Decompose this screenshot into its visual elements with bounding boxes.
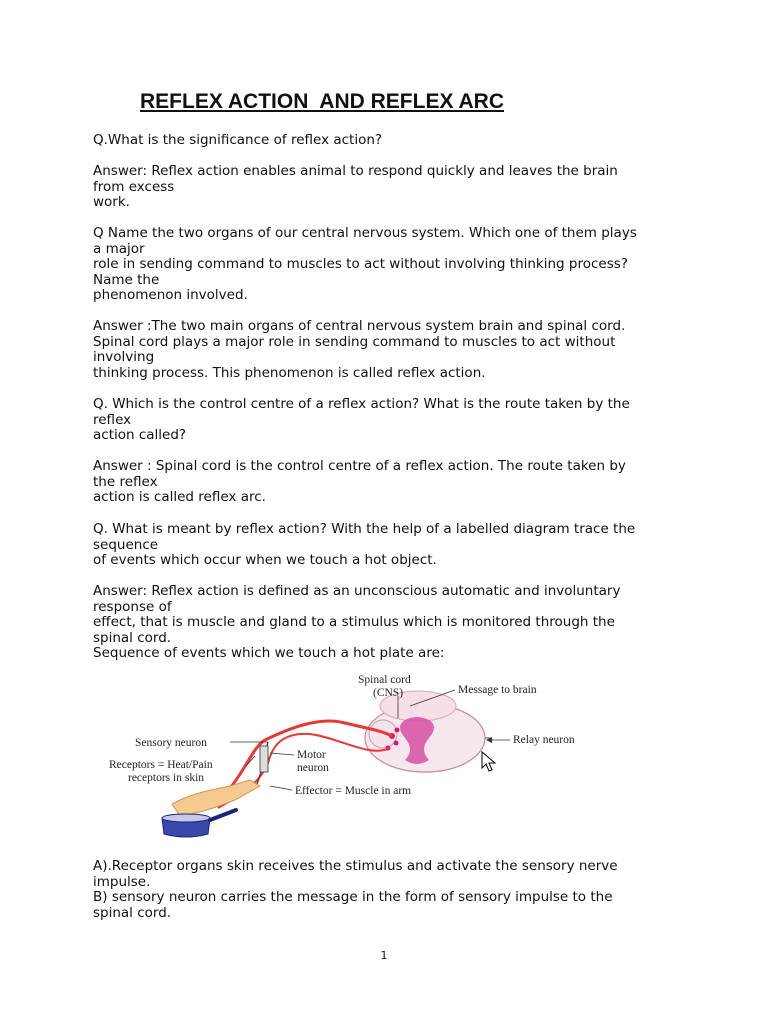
text-line: action called? xyxy=(93,427,187,444)
text-line: from excess xyxy=(93,178,175,195)
text-line: Answer :The two main organs of central nervous system brain and spinal cord. xyxy=(93,318,626,334)
label-receptors-skin: receptors in skin xyxy=(128,772,205,784)
text-line: role in sending command to muscles to act without involving thinking process? xyxy=(93,256,628,273)
text-line: the reflex xyxy=(93,473,158,490)
text-line: effect, that is muscle and gland to a stimulus which is monitored through the xyxy=(93,614,615,631)
text-line: Name the xyxy=(93,271,160,288)
text-line: A).Receptor organs skin receives the stimulus and activate the sensory nerve xyxy=(93,858,618,874)
paragraph-q2 xyxy=(93,226,683,304)
paragraph-a1 xyxy=(93,164,683,211)
text-line: Q. Which is the control centre of a reflex action? What is the route taken by the xyxy=(93,396,630,412)
label-receptors: Receptors = Heat/Pain xyxy=(109,759,213,771)
label-spinal-cord: Spinal cord xyxy=(358,674,411,686)
text-line: action is called reflex arc. xyxy=(93,489,266,506)
label-effector: Effector = Muscle in arm xyxy=(295,785,412,797)
text-line: of events which occur when we touch a hot object. xyxy=(93,552,437,569)
page-number: 1 xyxy=(380,949,388,962)
label-neuron: neuron xyxy=(297,762,329,774)
paragraph-a2 xyxy=(93,319,683,381)
paragraph-q4 xyxy=(93,522,683,569)
paragraph-a4 xyxy=(93,584,683,662)
text-line: a major xyxy=(93,240,145,257)
text-line: phenomenon involved. xyxy=(93,287,248,304)
text-line: sequence xyxy=(93,536,159,553)
text-line: Q Name the two organs of our central nervous system. Which one of them plays xyxy=(93,225,637,241)
muscle-shape xyxy=(260,746,268,772)
text-line: Answer: Reflex action enables animal to respond quickly and leaves the brain xyxy=(93,163,618,179)
text-line: Spinal cord plays a major role in sending command to muscles to act without xyxy=(93,333,616,350)
text-line: reflex xyxy=(93,411,132,428)
text-line: Sequence of events which we touch a hot plate are: xyxy=(93,645,445,662)
paragraph-a3 xyxy=(93,459,683,506)
label-message-to-brain: Message to brain xyxy=(458,684,537,696)
text-line: spinal cord. xyxy=(93,904,172,921)
text-line: B) sensory neuron carries the message in the form of sensory impulse to the xyxy=(93,889,613,906)
paragraph-sequence xyxy=(93,859,683,921)
mouse-cursor-icon xyxy=(482,752,495,771)
document-title: REFLEX ACTION AND REFLEX ARC xyxy=(140,90,505,113)
hand-shape xyxy=(172,780,260,816)
text-line: Answer: Reflex action is defined as an unconscious automatic and involuntary xyxy=(93,583,621,599)
label-cns: (CNS) xyxy=(373,687,404,699)
text-line: response of xyxy=(93,598,172,615)
text-line: involving xyxy=(93,349,155,366)
text-line: impulse. xyxy=(93,873,151,890)
label-motor: Motor xyxy=(297,749,326,761)
text-line: Answer : Spinal cord is the control centre of a reflex action. The route taken by xyxy=(93,458,626,474)
text-line: thinking process. This phenomenon is called reflex action. xyxy=(93,364,486,381)
label-relay-neuron: Relay neuron xyxy=(513,734,575,746)
text-line: spinal cord. xyxy=(93,629,172,646)
text-line: Q.What is the significance of reflex action? xyxy=(93,132,383,148)
paragraph-q1 xyxy=(93,133,683,149)
text-line: work. xyxy=(93,194,130,211)
paragraph-q3 xyxy=(93,397,683,444)
label-sensory-neuron: Sensory neuron xyxy=(135,737,207,749)
text-line: Q. What is meant by reflex action? With the help of a labelled diagram trace the xyxy=(93,521,636,537)
reflex-arc-diagram xyxy=(100,668,620,846)
